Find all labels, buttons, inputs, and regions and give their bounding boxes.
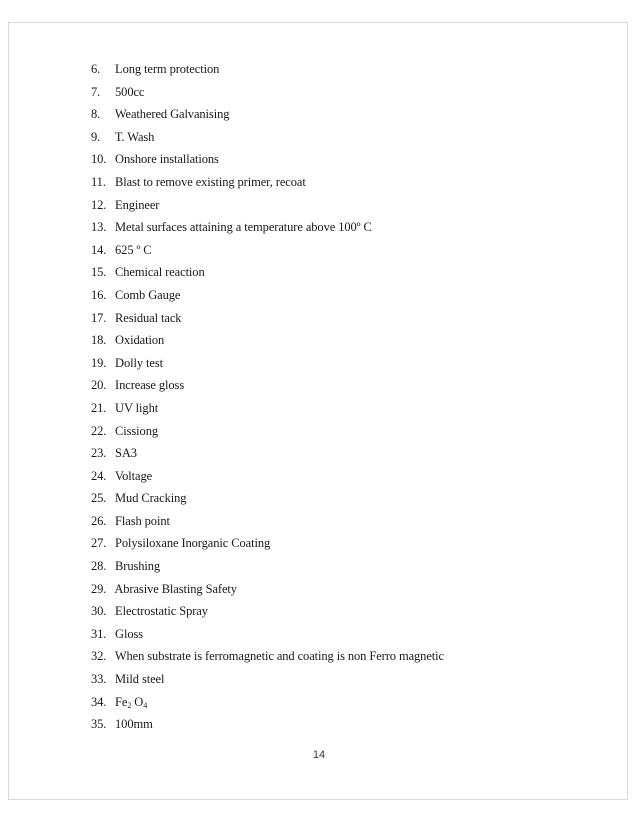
item-text: Mild steel	[115, 672, 165, 687]
list-item	[91, 510, 444, 533]
list-item	[91, 216, 444, 239]
answer-list	[91, 58, 444, 736]
item-text: 100mm	[115, 717, 153, 732]
list-item	[91, 713, 444, 736]
item-text: T. Wash	[114, 129, 155, 144]
item-number: 9.	[91, 129, 101, 144]
item-text: SA3	[115, 446, 137, 461]
item-text: Gloss	[115, 626, 144, 641]
item-text: Brushing	[115, 559, 161, 574]
item-text: Dolly test	[115, 355, 163, 370]
list-item	[91, 532, 444, 555]
item-text: Blast to remove existing primer, recoat	[115, 174, 306, 189]
list-item	[91, 555, 444, 578]
list-item	[91, 623, 444, 646]
item-number: 26.	[91, 513, 107, 528]
list-item	[91, 668, 444, 691]
item-number: 35.	[91, 717, 107, 732]
item-number: 25.	[91, 491, 107, 506]
item-number: 18.	[91, 333, 107, 348]
list-item	[91, 103, 444, 126]
list-item	[91, 239, 444, 262]
list-item	[91, 148, 444, 171]
item-number: 20.	[91, 378, 107, 393]
item-number: 16.	[91, 287, 107, 302]
item-number: 33.	[91, 672, 107, 687]
item-text: Long term protection	[115, 62, 220, 76]
formula-subscript: 4	[143, 700, 148, 710]
item-number: 21.	[91, 400, 107, 415]
item-number: 22.	[91, 423, 107, 438]
item-number: 27.	[91, 536, 107, 551]
list-item	[91, 284, 444, 307]
item-text: Abrasive Blasting Safety	[114, 581, 237, 596]
item-number: 11.	[91, 174, 106, 189]
item-text-formula	[115, 695, 147, 709]
item-text: Flash point	[115, 513, 170, 528]
formula-part: O	[131, 694, 144, 709]
item-number: 17.	[91, 310, 107, 325]
item-number: 13.	[91, 220, 107, 235]
list-item	[91, 442, 444, 465]
item-number: 6.	[91, 62, 101, 76]
item-number: 28.	[91, 559, 107, 574]
item-number: 14.	[91, 242, 107, 257]
item-text: Polysiloxane Inorganic Coating	[115, 536, 271, 551]
item-text: 625 º C	[115, 242, 152, 257]
list-item	[91, 307, 444, 330]
list-item	[91, 374, 444, 397]
item-number: 32.	[91, 649, 107, 664]
item-text: Voltage	[114, 468, 153, 483]
item-text: Metal surfaces attaining a temperature above 100º C	[115, 220, 372, 235]
list-item	[91, 420, 444, 443]
list-item	[91, 171, 444, 194]
item-number: 34.	[91, 694, 107, 709]
list-item	[91, 126, 444, 149]
formula-subscript: 2	[127, 700, 132, 710]
list-item	[91, 578, 444, 601]
item-number: 23.	[91, 446, 107, 461]
page-number: 14	[312, 749, 326, 761]
item-text: Engineer	[115, 197, 160, 212]
item-text: Oxidation	[115, 333, 165, 348]
list-item	[91, 600, 444, 623]
item-text: 500cc	[115, 84, 145, 99]
item-text: Residual tack	[115, 310, 182, 325]
item-number: 12.	[91, 197, 107, 212]
item-number: 24.	[91, 468, 107, 483]
list-item	[91, 645, 444, 668]
item-number: 31.	[91, 626, 107, 641]
item-number: 15.	[91, 265, 107, 280]
item-text: Comb Gauge	[115, 287, 181, 302]
item-text: Onshore installations	[115, 152, 219, 167]
item-number: 8.	[91, 107, 101, 122]
item-number: 30.	[91, 604, 107, 619]
list-item	[91, 487, 444, 510]
list-item	[91, 58, 444, 81]
list-item	[91, 691, 444, 714]
formula-part: Fe	[115, 694, 128, 709]
item-text: Cissiong	[115, 423, 158, 438]
item-text: Mud Cracking	[115, 491, 187, 506]
list-item	[91, 465, 444, 488]
list-item	[91, 352, 444, 375]
item-text: Electrostatic Spray	[115, 604, 208, 619]
item-number: 19.	[91, 355, 107, 370]
item-text: Weathered Galvanising	[114, 107, 230, 122]
item-number: 7.	[91, 84, 101, 99]
item-text: Chemical reaction	[115, 265, 205, 280]
item-number: 10.	[91, 152, 107, 167]
item-text: UV light	[115, 400, 159, 415]
list-item	[91, 261, 444, 284]
item-text: Increase gloss	[115, 378, 185, 393]
list-item	[91, 329, 444, 352]
list-item	[91, 397, 444, 420]
item-number: 29.	[91, 581, 107, 596]
list-item	[91, 194, 444, 217]
item-text: When substrate is ferromagnetic and coating is non Ferro magnetic	[114, 649, 444, 664]
list-item	[91, 81, 444, 104]
